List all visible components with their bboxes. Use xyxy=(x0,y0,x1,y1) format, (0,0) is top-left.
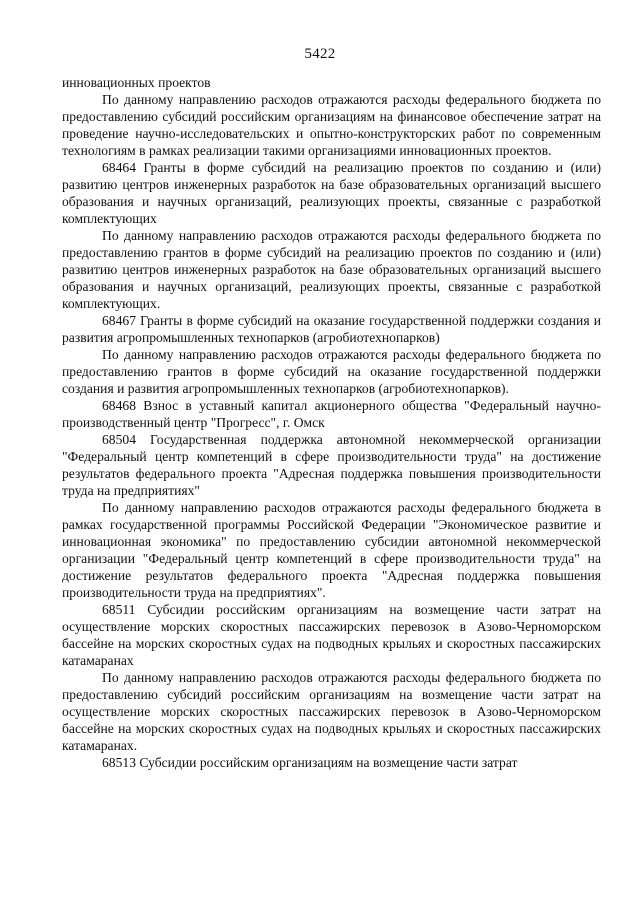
paragraph-code-68504: 68504 Государственная поддержка автономной некоммерческой организации "Федеральный центр компетенций в сфере производительности труда" на достижение результатов федерального проекта "Адресная поддержка повышения производительности труда на предприятиях" xyxy=(62,432,601,498)
paragraph-description: По данному направлению расходов отражаются расходы федерального бюджета по предоставлению грантов в форме субсидий на реализацию проектов по созданию и (или) развитию центров инженерных разработок на базе образовательных организаций высшего образования и научных организаций, реализующих проекты, связанные с разработкой комплектующих. xyxy=(62,228,601,311)
paragraph-description: По данному направлению расходов отражаются расходы федерального бюджета по предоставлению субсидий российским организациям на финансовое обеспечение затрат на проведение научно-исследовательских и опытно-конструкторских работ по современным технологиям в рамках реализации такими организациями инновационных проектов. xyxy=(62,92,601,158)
paragraph-continuation: инновационных проектов xyxy=(62,75,211,90)
paragraph-description: По данному направлению расходов отражаются расходы федерального бюджета по предоставлению грантов в форме субсидий на оказание государственной поддержки создания и развития агропромышленных технопарков (агробиотехнопарков). xyxy=(62,347,601,396)
paragraph-code-68468: 68468 Взнос в уставный капитал акционерного общества "Федеральный научно-производственный центр "Прогресс", г. Омск xyxy=(62,398,601,430)
paragraph-code-68464: 68464 Гранты в форме субсидий на реализацию проектов по созданию и (или) развитию центров инженерных разработок на базе образовательных организаций высшего образования и научных организаций, реализующих проекты, связанные с разработкой комплектующих xyxy=(62,160,601,226)
paragraph-code-68467: 68467 Гранты в форме субсидий на оказание государственной поддержки создания и развития агропромышленных технопарков (агробиотехнопарков) xyxy=(62,313,601,345)
paragraph-code-68511: 68511 Субсидии российским организациям на возмещение части затрат на осуществление морских скоростных пассажирских перевозок в Азово-Черноморском бассейне на морских скоростных судах на подводных крыльях и скоростных пассажирских катамаранах xyxy=(62,602,601,668)
paragraph-description: По данному направлению расходов отражаются расходы федерального бюджета по предоставлению субсидий российским организациям на возмещение части затрат на осуществление морских скоростных пассажирских перевозок в Азово-Черноморском бассейне на морских скоростных судах на подводных крыльях и скоростных пассажирских катамаранах. xyxy=(62,670,601,753)
page-number: 5422 xyxy=(304,46,336,62)
paragraph-description: По данному направлению расходов отражаются расходы федерального бюджета в рамках государственной программы Российской Федерации "Экономическое развитие и инновационная экономика" по предоставлению субсидии автономной некоммерческой организации "Федеральный центр компетенций в сфере производительности труда" на достижение результатов федерального проекта "Адресная поддержка повышения производительности труда на предприятиях". xyxy=(62,500,601,600)
document-body xyxy=(62,74,601,771)
paragraph-code-68513: 68513 Субсидии российским организациям на возмещение части затрат xyxy=(102,755,518,770)
